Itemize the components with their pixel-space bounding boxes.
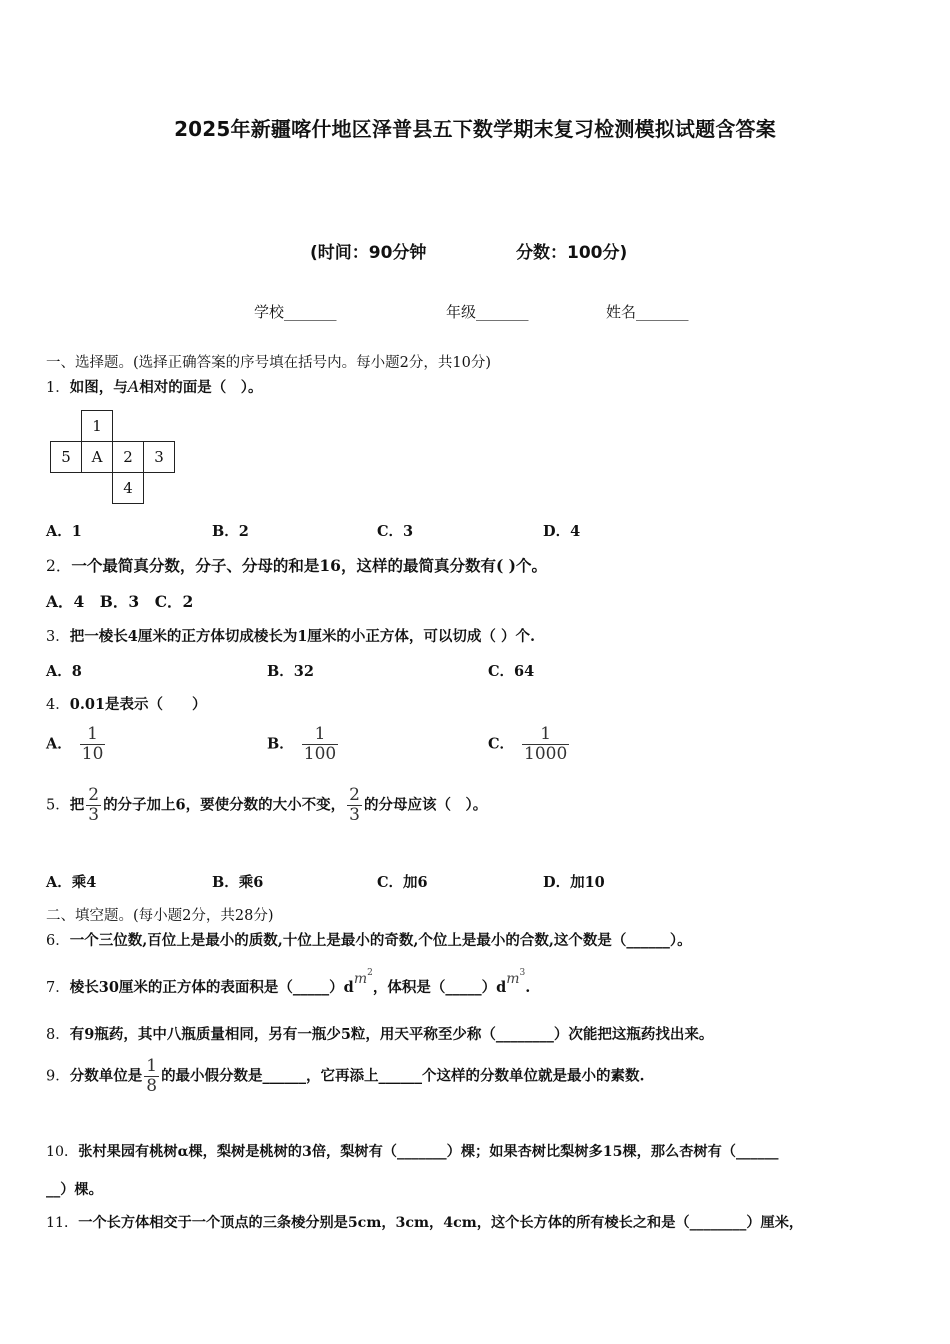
question-6: 6．一个三位数,百位上是最小的质数,十位上是最小的奇数,个位上是最小的合数,这个数是（______）。 (46, 932, 692, 949)
q5-option-a: A．乘4 (46, 874, 97, 891)
net-face: 4 (113, 473, 144, 504)
question-4: 4．0.01是表示（ ） (46, 696, 207, 713)
question-3: 3．把一棱长4厘米的正方体切成棱长为1厘米的小正方体，可以切成（ ）个. (46, 628, 536, 645)
question-1: 1．如图，与A相对的面是（ ）。 (46, 377, 263, 396)
q1-option-b: B．2 (212, 523, 249, 540)
section-fill-heading: 二、填空题。(每小题2分，共28分) (46, 908, 274, 924)
q4-option-a: A． $\frac{1}{10}$ (46, 724, 104, 764)
question-11: 11．一个长方体相交于一个顶点的三条棱分别是5cm，3cm，4cm，这个长方体的所有棱长之和是（________）厘米， (46, 1215, 804, 1231)
net-face: 5 (51, 442, 82, 473)
question-5: 5．把 $\frac{2}{3}$ 的分子加上6，要使分数的大小不变， $\frac{2}{3}$ 的分母应该（ ）。 (46, 785, 488, 825)
q1-option-a: A．1 (46, 523, 82, 540)
q4-option-c: C． $\frac{1}{1000}$ (488, 724, 568, 764)
net-face: 1 (82, 411, 113, 442)
q2-options: A．4 B．3 C．2 (46, 592, 194, 611)
q3-option-b: B．32 (267, 663, 314, 680)
q4-option-b: B． $\frac{1}{100}$ (267, 724, 337, 764)
question-2: 2．一个最简真分数，分子、分母的和是16，这样的最简真分数有( )个。 (46, 556, 548, 575)
q3-option-c: C．64 (488, 663, 535, 680)
time-limit: (时间：90分钟 (310, 243, 427, 263)
section-choice-heading: 一、选择题。(选择正确答案的序号填在括号内。每小题2分，共10分) (46, 355, 491, 371)
net-face: A (82, 442, 113, 473)
question-7: 7．棱长30厘米的正方体的表面积是$(\_\_\_\_\_)dm^2$，体积是$(\_\_\_\_\_)dm^3$. (46, 968, 531, 996)
question-10: 10．张村果园有桃树α棵，梨树是桃树的3倍，梨树有（_______）棵；如果杏树比梨树多15棵，那么杏树有（______ (46, 1144, 779, 1160)
q1-option-d: D．4 (543, 523, 581, 540)
name-field: 姓名_______ (606, 303, 689, 321)
q3-option-a: A．8 (46, 663, 82, 680)
question-10-cont: __）棵。 (46, 1182, 103, 1198)
total-score: 分数：100分) (516, 243, 628, 263)
grade-field: 年级_______ (446, 303, 529, 321)
q1-option-c: C．3 (377, 523, 414, 540)
net-face: 2 (113, 442, 144, 473)
school-field: 学校_______ (254, 303, 337, 321)
q5-option-d: D．加10 (543, 874, 605, 891)
net-face: 3 (144, 442, 175, 473)
question-9: 9．分数单位是 $\frac{1}{8}$ 的最小假分数是______，它再添上______个这样的分数单位就是最小的素数. (46, 1056, 645, 1096)
cube-net-figure (50, 410, 175, 504)
document-title: 2025年新疆喀什地区泽普县五下数学期末复习检测模拟试题含答案 (174, 117, 776, 141)
q5-option-c: C．加6 (377, 874, 428, 891)
q5-option-b: B．乘6 (212, 874, 264, 891)
question-8: 8．有9瓶药，其中八瓶质量相同，另有一瓶少5粒，用天平称至少称（________）次能把这瓶药找出来。 (46, 1026, 714, 1043)
